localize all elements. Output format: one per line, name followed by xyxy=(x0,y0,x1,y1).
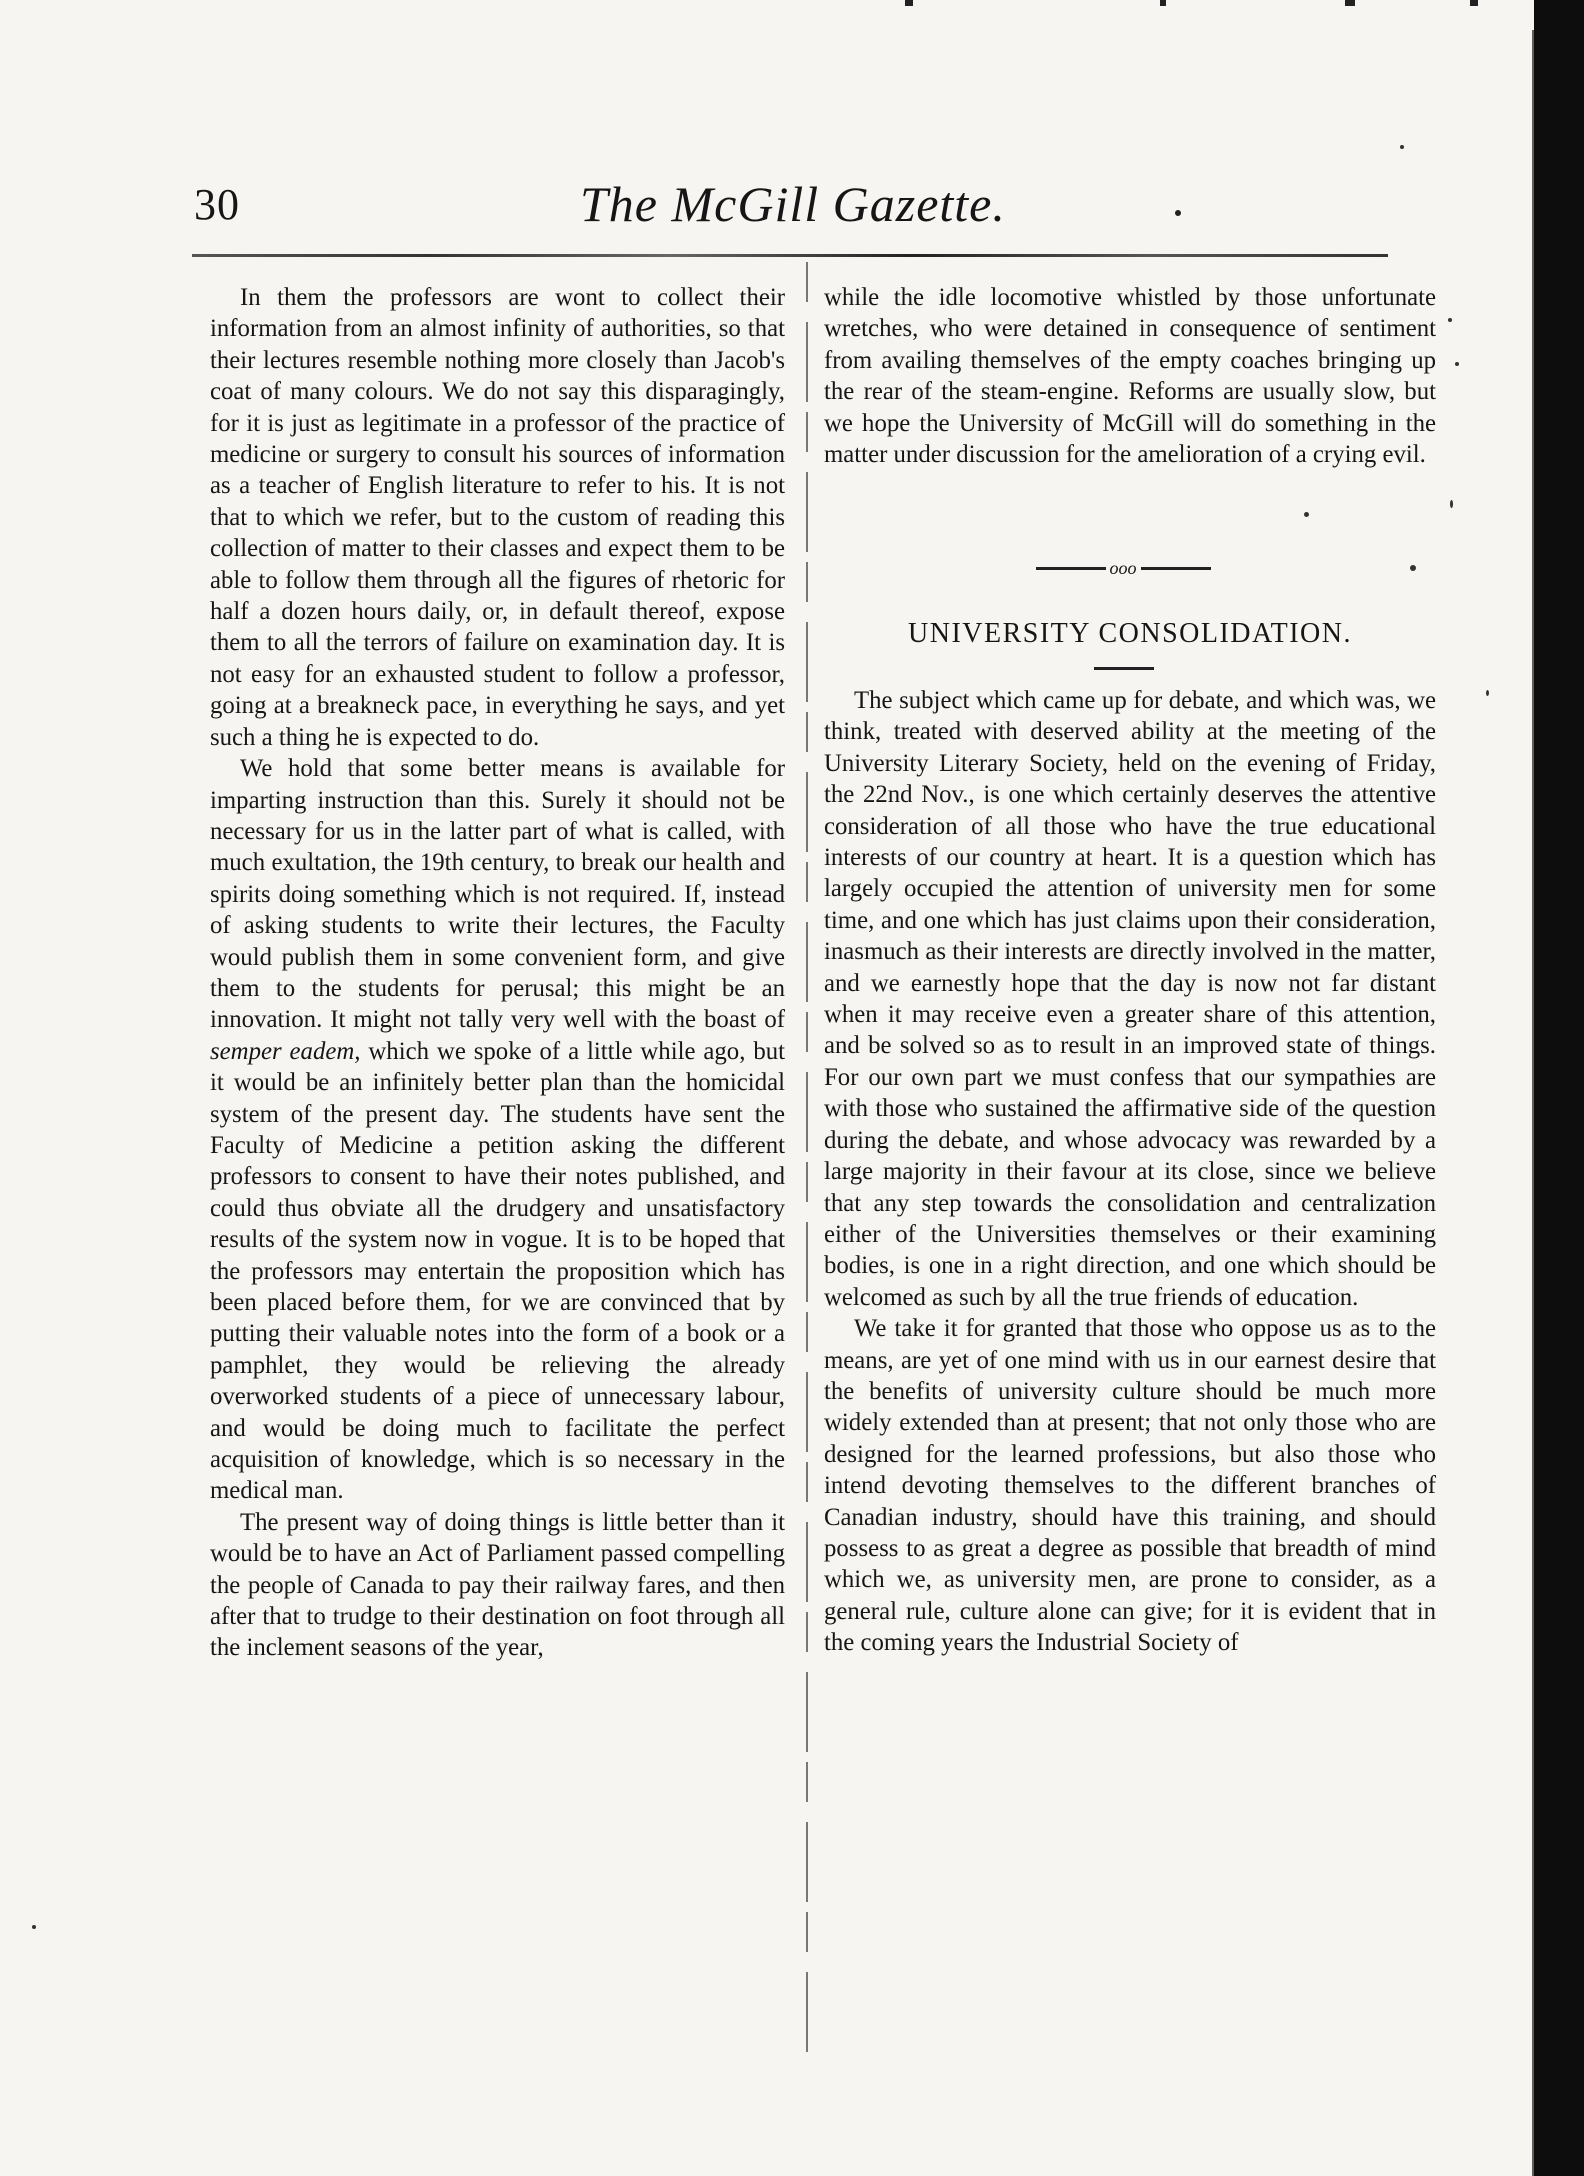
paragraph-text: We hold that some better means is available for imparting instruction than this. Surely it should not be necessary for us in the latter part of what is called, with much exultation, the 19th century, to break our health and spirits doing something which is not required. If, instead of asking students to write their lectures, the Faculty would publish them in some convenient form, and give them to the students for perusal; this might be an innovation. It might not tally very well with the boast of xyxy=(210,755,785,1034)
print-speck xyxy=(1160,0,1166,6)
print-speck xyxy=(1345,0,1355,6)
section-title: UNIVERSITY CONSOLIDATION. xyxy=(908,618,1352,649)
section-ornament xyxy=(1008,555,1238,581)
paragraph-text: which we spoke of a little while ago, but it would be an infinitely better plan than the homicidal system of the present day. The students have sent the Faculty of Medicine a petition asking the different professors to consent to have their notes published, and could thus obviate all the drudgery and unsatisfactory results of the system now in vogue. It is to be hoped that the professors may entertain the proposition which has been placed before them, for we are convinced that by putting their valuable notes into the form of a book or a pamphlet, they would be relieving the already overworked students of a piece of unnecessary labour, and would be doing much to facilitate the perfect acquisition of knowledge, which is so necessary in the medical man. xyxy=(210,1037,786,1505)
print-speck xyxy=(1448,318,1452,322)
header-rule xyxy=(192,254,1388,257)
right-column-article xyxy=(824,685,1436,1659)
masthead-title: The McGill Gazette. xyxy=(580,176,1006,232)
ornament-rule xyxy=(1036,567,1106,570)
right-column-top xyxy=(824,282,1436,470)
print-speck xyxy=(1410,565,1416,571)
column-divider xyxy=(806,262,808,2062)
paragraph: The present way of doing things is little better than it would be to have an Act of Parliament passed compelling the people of Canada to pay their railway fares, and then after that to trudge to their destination on foot through all the inclement seasons of the year, xyxy=(210,1508,785,1662)
paragraph: The subject which came up for debate, and which was, we think, treated with deserved ability at the meeting of the University Literary Society, held on the evening of Friday, the 22nd Nov., is one which certainly deserves the attentive consideration of all those who have the true educational interests of our country at heart. It is a question which has largely occupied the attention of university men for some time, and one which has just claims upon their consideration, inasmuch as their interests are directly involved in the matter, and we earnestly hope that the day is now not far distant when it may receive even a greater share of this attention, and be solved so as to result in an improved state of things. For our own part we must confess that our sympathies are with those who sustained the affirmative side of the question during the debate, and whose advocacy was rewarded by a large majority in their favour at its close, since we believe that any step towards the consolidation and centralization either of the Universities themselves or their examining bodies, is one in a right direction, and one which should be welcomed as such by all the true friends of education. xyxy=(824,687,1436,1311)
print-speck xyxy=(1486,690,1489,696)
ornament-rule xyxy=(1141,567,1211,570)
paragraph xyxy=(210,753,785,1507)
print-speck xyxy=(1400,145,1404,149)
print-speck xyxy=(1455,362,1459,366)
latin-phrase: semper eadem, xyxy=(210,1037,361,1065)
paragraph: In them the professors are wont to collect their information from an almost infinity of authorities, so that their lectures resemble nothing more closely than Jacob's coat of many colours. We do not say this disparagingly, for it is just as legitimate in a professor of the practice of medicine or surgery to consult his sources of information as a teacher of English literature to refer to his. It is not that to which we refer, but to the custom of reading this collection of matter to their classes and expect them to be able to follow them through all the figures of rhetoric for half a dozen hours daily, or, in default thereof, expose them to all the terrors of failure on examination day. It is not easy for an exhausted student to follow a professor, going at a breakneck pace, in everything he says, and yet such a thing he is expected to do. xyxy=(210,284,785,751)
print-speck xyxy=(1470,0,1478,6)
page-number: 30 xyxy=(194,180,240,229)
left-column xyxy=(210,282,785,1664)
paragraph-continuation: while the idle locomotive whistled by those unfortunate wretches, who were detained in consequence of sentiment from availing themselves of the empty coaches bringing up the rear of the steam-engine. Reforms are usually slow, but we hope the University of McGill will do something in the matter under discussion for the amelioration of a crying evil. xyxy=(824,284,1436,469)
print-speck xyxy=(905,0,913,6)
ornament-label: ooo xyxy=(1109,558,1137,578)
print-speck xyxy=(32,1925,36,1929)
scan-border xyxy=(1534,0,1584,2176)
print-speck xyxy=(1450,500,1453,508)
print-speck xyxy=(1175,210,1181,216)
section-rule xyxy=(1094,667,1154,670)
print-speck xyxy=(1304,512,1309,517)
paragraph: We take it for granted that those who oppose us as to the means, are yet of one mind with us in our earnest desire that the benefits of university culture should be much more widely extended than at present; that not only those who are designed for the learned professions, but also those who intend devoting themselves to the different branches of Canadian industry, should have this training, and should possess to as great a degree as possible that breadth of mind which we, as university men, are prone to consider, as a general rule, culture alone can give; for it is evident that in the coming years the Industrial Society of xyxy=(824,1315,1436,1657)
